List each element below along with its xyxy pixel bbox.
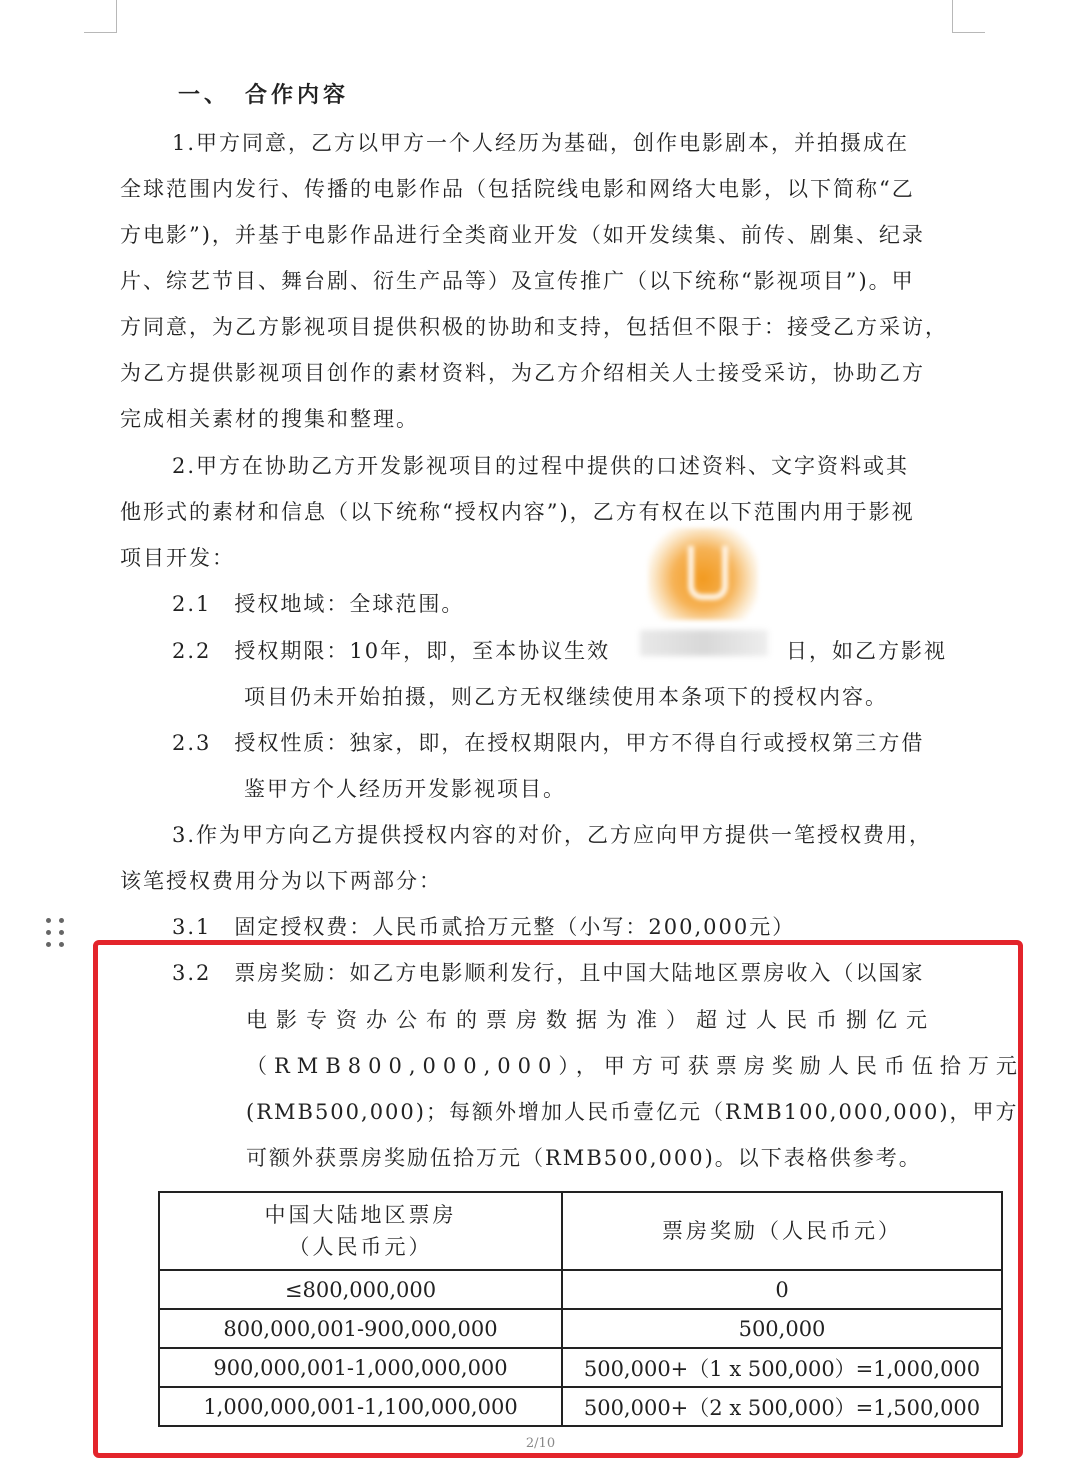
paragraph-line: 2.甲方在协助乙方开发影视项目的过程中提供的口述资料、文字资料或其 xyxy=(172,454,910,478)
paragraph-line: 该笔授权费用分为以下两部分： xyxy=(120,869,442,893)
clause-3-2: 3.2 票房奖励：如乙方电影顺利发行，且中国大陆地区票房收入（以国家 xyxy=(172,961,925,985)
page-corner-mark-right xyxy=(952,0,985,33)
table-cell: 500,000+（2 x 500,000）=1,500,000 xyxy=(562,1387,1002,1426)
paragraph-line: 项目开发： xyxy=(120,546,235,570)
paragraph-line: 方同意，为乙方影视项目提供积极的协助和支持，包括但不限于：接受乙方采访， xyxy=(120,315,948,339)
clause-2-2-tail: 日，如乙方影视 xyxy=(786,639,947,663)
drag-handle-icon[interactable] xyxy=(46,918,66,950)
header-text: （人民币元） xyxy=(288,1235,433,1259)
clause-3-2-cont: 电影专资办公布的票房数据为准）超过人民币捌亿元 xyxy=(246,1008,936,1032)
header-text: 中国大陆地区票房 xyxy=(264,1203,457,1227)
table-cell: 800,000,001-900,000,000 xyxy=(159,1309,562,1348)
table-cell: 500,000 xyxy=(562,1309,1002,1348)
red-highlight-box xyxy=(93,940,1023,1458)
table-cell: 1,000,000,001-1,100,000,000 xyxy=(159,1387,562,1426)
clause-3-2-cont: (RMB500,000)；每额外增加人民币壹亿元（RMB100,000,000)，甲方 xyxy=(246,1100,1019,1124)
paragraph-line: 3.作为甲方向乙方提供授权内容的对价，乙方应向甲方提供一笔授权费用， xyxy=(172,823,933,847)
table-cell: 500,000+（1 x 500,000）=1,000,000 xyxy=(562,1348,1002,1387)
clause-2-2: 2.2 授权期限：10年，即，至本协议生效 xyxy=(172,639,611,663)
paragraph-line: 方电影”)，并基于电影作品进行全类商业开发（如开发续集、前传、剧集、纪录 xyxy=(120,223,925,247)
paragraph-line: 1.甲方同意，乙方以甲方一个人经历为基础，创作电影剧本，并拍摄成在 xyxy=(172,131,910,155)
clause-2-3: 2.3 授权性质：独家，即，在授权期限内，甲方不得自行或授权第三方借 xyxy=(172,731,925,755)
clause-2-2-cont: 项目仍未开始拍摄，则乙方无权继续使用本条项下的授权内容。 xyxy=(244,685,888,709)
paragraph-line: 他形式的素材和信息（以下统称“授权内容”)，乙方有权在以下范围内用于影视 xyxy=(120,500,915,524)
table-cell: ≤800,000,000 xyxy=(159,1270,562,1309)
clause-3-2-cont: （RMB800,000,000），甲方可获票房奖励人民币伍拾万元 xyxy=(246,1054,1024,1078)
clause-2-1: 2.1 授权地域：全球范围。 xyxy=(172,592,465,616)
paragraph-line: 片、综艺节目、舞台剧、衍生产品等）及宣传推广（以下统称“影视项目”)。甲 xyxy=(120,269,915,293)
blurred-watermark-logo xyxy=(648,528,758,620)
redacted-date xyxy=(640,630,768,656)
clause-3-1: 3.1 固定授权费：人民币贰拾万元整（小写：200,000元） xyxy=(172,915,796,939)
table-cell: 900,000,001-1,000,000,000 xyxy=(159,1348,562,1387)
clause-2-3-cont: 鉴甲方个人经历开发影视项目。 xyxy=(244,777,566,801)
page-corner-mark-left xyxy=(84,0,117,33)
section-heading: 一、 合作内容 xyxy=(178,82,350,108)
clause-3-2-cont: 可额外获票房奖励伍拾万元（RMB500,000)。以下表格供参考。 xyxy=(246,1146,922,1170)
paragraph-line: 为乙方提供影视项目创作的素材资料，为乙方介绍相关人士接受采访，协助乙方 xyxy=(120,361,925,385)
table-cell: 0 xyxy=(562,1270,1002,1309)
paragraph-line: 完成相关素材的搜集和整理。 xyxy=(120,407,419,431)
page-number: 2/10 xyxy=(525,1436,556,1451)
paragraph-line: 全球范围内发行、传播的电影作品（包括院线电影和网络大电影，以下简称“乙 xyxy=(120,177,915,201)
table-header-cell: 票房奖励（人民币元） xyxy=(562,1192,1002,1270)
